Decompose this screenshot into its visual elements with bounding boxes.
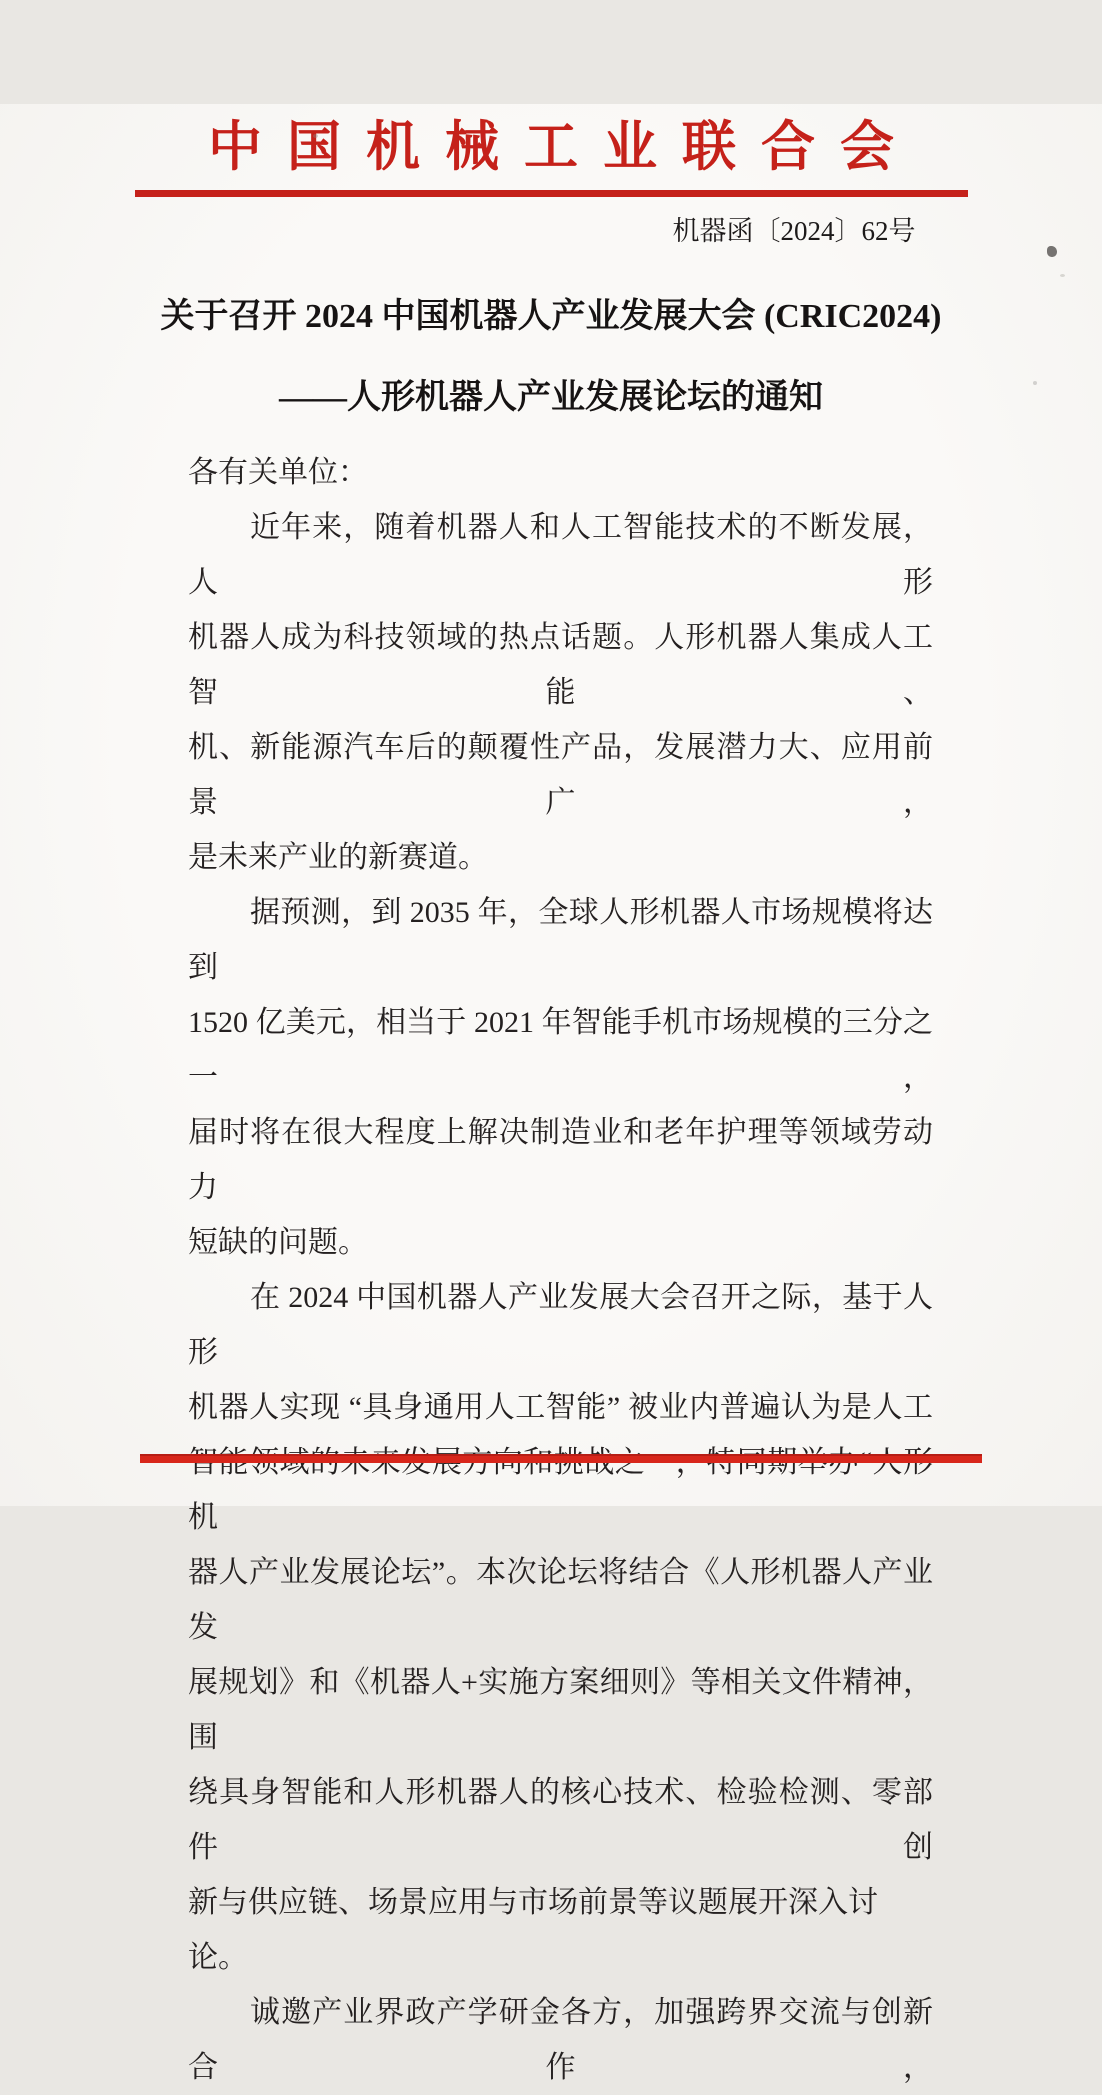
letterhead-org-name: 中国机械工业联合会 — [208, 117, 919, 177]
paragraph-line: 短缺的问题。 — [188, 1226, 368, 1259]
paragraph-line: 机器人成为科技领域的热点话题。人形机器人集成人工智能、 — [188, 621, 933, 709]
scanned-official-document — [0, 104, 1102, 2084]
scan-noise-speck — [1060, 274, 1065, 277]
paragraph-line: 据预测，到 2035 年，全球人形机器人市场规模将达到 — [188, 896, 933, 984]
paragraph-line: 智能领域的未来发展方向和挑战之一，特同期举办“人形机 — [188, 1446, 933, 1534]
scan-noise-speck — [313, 134, 318, 138]
paragraph-line: 在 2024 中国机器人产业发展大会召开之际，基于人形 — [188, 1281, 933, 1369]
document-title-line-2: ——人形机器人产业发展论坛的通知 — [279, 379, 823, 416]
paragraph-line: 展规划》和《机器人+实施方案细则》等相关文件精神，围 — [188, 1666, 933, 1754]
paragraph-line: 诚邀产业界政产学研金各方，加强跨界交流与创新合作， — [188, 1996, 933, 2084]
paragraph-line: 机器人实现 “具身通用人工智能” 被业内普遍认为是人工 — [188, 1391, 933, 1424]
document-body — [188, 445, 933, 2095]
document-number: 机器函〔2024〕62号 — [672, 216, 916, 246]
scan-noise-speck — [1033, 381, 1037, 385]
footer-double-rule — [140, 1454, 982, 1463]
paragraph-line: 新与供应链、场景应用与市场前景等议题展开深入讨论。 — [188, 1886, 878, 1974]
paragraph-line: 1520 亿美元，相当于 2021 年智能手机市场规模的三分之一， — [188, 1006, 933, 1094]
document-title-line-1: 关于召开 2024 中国机器人产业发展大会 (CRIC2024) — [160, 298, 942, 335]
paragraph-line: 是未来产业的新赛道。 — [188, 841, 488, 874]
letterhead-double-rule — [135, 190, 968, 197]
scan-noise-speck — [1047, 246, 1057, 257]
paragraph-line: 机、新能源汽车后的颠覆性产品，发展潜力大、应用前景广， — [188, 731, 933, 819]
paragraph-line: 届时将在很大程度上解决制造业和老年护理等领域劳动力 — [188, 1116, 933, 1204]
salutation: 各有关单位： — [188, 456, 368, 489]
paragraph-line: 绕具身智能和人形机器人的核心技术、检验检测、零部件创 — [188, 1776, 933, 1864]
paragraph-line: 近年来，随着机器人和人工智能技术的不断发展，人形 — [188, 511, 933, 599]
paragraph-line: 器人产业发展论坛”。本次论坛将结合《人形机器人产业发 — [188, 1556, 933, 1644]
